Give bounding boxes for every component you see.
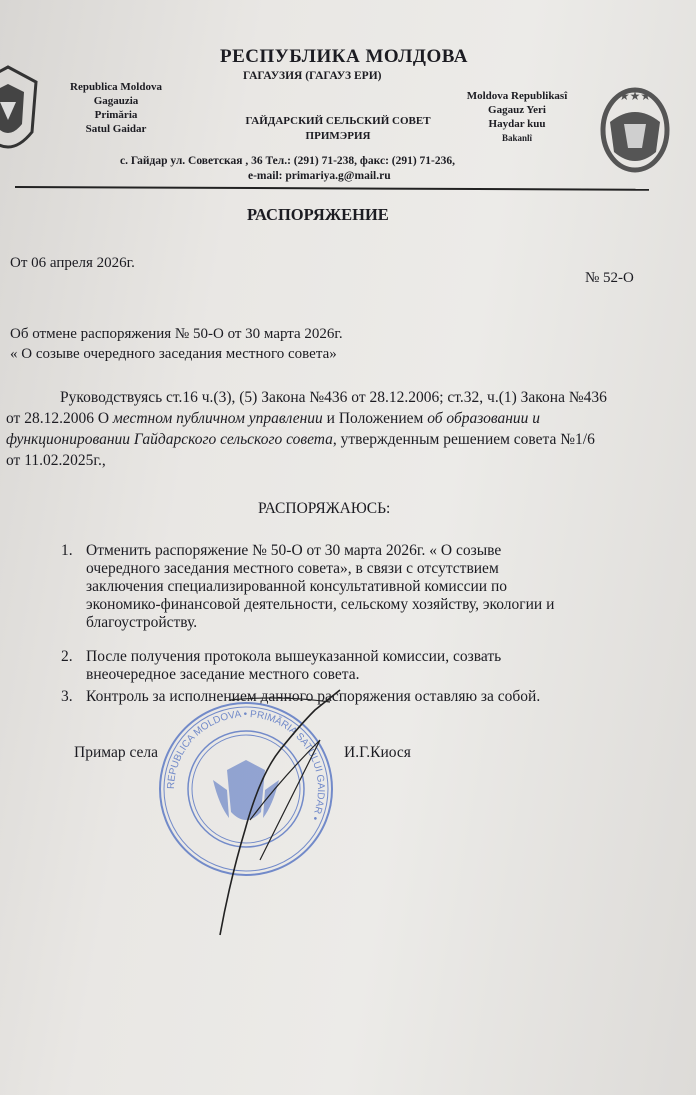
order-item [86,542,554,632]
signatory-position: Примар села [74,744,159,761]
item-number: 2. [61,648,73,665]
basis-text: от 28.12.2006 О [6,410,113,427]
header-left-block [56,80,176,136]
header-divider [15,186,649,191]
handwritten-signature-icon [190,680,360,940]
header-center-line: ГАЙДАРСКИЙ СЕЛЬСКИЙ СОВЕТ [245,115,431,127]
basis-regulation-title: об образовании и [427,410,541,427]
header-right-line: Gagauz Yeri [488,104,546,116]
header-left-line: Gagauzia [93,95,139,107]
basis-regulation-title: функционировании Гайдарского сельского совета [6,431,333,448]
document-heading: РАСПОРЯЖЕНИЕ [247,205,389,224]
gagauzia-coat-of-arms-icon [598,82,672,174]
basis-paragraph [6,387,656,471]
subject-line: « О созыве очередного заседания местного совета» [10,346,337,362]
basis-text: и Положением [322,410,428,427]
item-line: Контроль за исполнением данного распоряжения оставляю за собой. [86,688,541,705]
moldova-coat-of-arms-icon [0,62,48,167]
document-subject [10,324,343,364]
document-number: № 52-О [585,270,634,286]
item-line: экономико-финансовой деятельности, сельскому хозяйству, экологии и [86,596,555,613]
signatory-name: И.Г.Киося [344,744,411,761]
basis-line-1: Руководствуясь ст.16 ч.(3), (5) Закона №436 от 28.12.2006; ст.32, ч.(1) Закона №436 [60,389,607,406]
header-right-block [452,89,582,145]
basis-line-4: от 11.02.2025г., [6,452,106,469]
item-line: очередного заседания местного совета», в связи с отсутствием [86,560,499,577]
header-subtitle: ГАГАУЗИЯ (ГАГАУЗ ЕРИ) [243,70,382,82]
svg-text:★★★: ★★★ [618,89,652,103]
header-center-block [218,114,458,144]
header-left-line: Republica Moldova [70,81,162,93]
header-center-line: ПРИМЭРИЯ [305,130,371,142]
header-email: e-mail: primariya.g@mail.ru [248,170,391,182]
header-right-line: Haydar kuu [488,118,546,130]
document-date: От 06 апреля 2026г. [10,255,135,271]
header-address: с. Гайдар ул. Советская , 36 Тел.: (291) 71-238, факс: (291) 71-236, [120,155,456,167]
header-left-line: Primăria [94,109,138,121]
header-left-line: Satul Gaidar [85,123,147,135]
item-number: 1. [61,542,73,559]
basis-line-3 [6,429,656,450]
header-right-line: Moldova Republikasî [466,90,568,102]
item-line: Отменить распоряжение № 50-О от 30 марта 2026г. « О созыве [86,542,502,559]
basis-text: , утвержденным решением совета №1/6 [332,431,595,448]
basis-law-title: местном публичном управлении [112,410,323,427]
item-line: После получения протокола вышеуказанной комиссии, созвать [86,648,502,665]
item-line: заключения специализированной консультативной комиссии по [86,578,507,595]
order-word: РАСПОРЯЖАЮСЬ: [258,500,391,517]
header-title: РЕСПУБЛИКА МОЛДОВА [220,46,468,67]
item-line: благоустройству. [86,614,198,631]
order-item [86,648,501,684]
item-number: 3. [61,688,73,705]
stamp-ring-text: REPUBLICA MOLDOVA • PRIMĂRIA SATULUI GAIDAR • [165,708,327,822]
basis-line-2 [6,408,656,429]
item-line: внеочередное заседание местного совета. [86,666,360,683]
subject-line: Об отмене распоряжения № 50-О от 30 марта 2026г. [10,326,343,342]
header-right-line: Bakanlî [501,133,532,143]
